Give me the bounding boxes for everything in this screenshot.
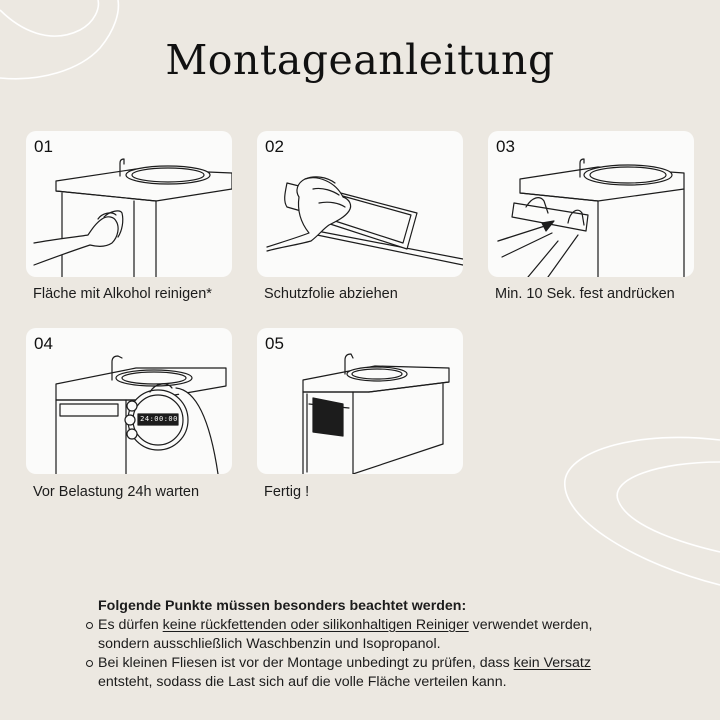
note-emphasis: keine rückfettenden oder silikonhaltigen Reiniger: [162, 617, 469, 633]
step-caption-05: Fertig !: [264, 484, 310, 500]
step-card-04: [26, 328, 232, 474]
finished-illustration: [257, 328, 463, 474]
note-text: Bei kleinen Fliesen ist vor der Montage unbedingt zu prüfen, dass: [98, 655, 514, 671]
step-number: 01: [34, 137, 53, 156]
timer-display: 24:00:00: [140, 415, 178, 423]
clean-surface-illustration: [26, 131, 232, 277]
step-caption-02: Schutzfolie abziehen: [264, 286, 398, 302]
note-text: entsteht, sodass die Last sich auf die volle Fläche verteilen kann.: [98, 674, 507, 690]
step-caption-04: Vor Belastung 24h warten: [33, 484, 200, 500]
step-number: 05: [265, 334, 284, 353]
note-text: verwendet werden, sondern ausschließlich Waschbenzin und Isopropanol.: [98, 617, 593, 652]
step-caption-01: Fläche mit Alkohol reinigen*: [33, 286, 212, 302]
step-caption-03: Min. 10 Sek. fest andrücken: [495, 286, 675, 302]
notes-section: [86, 597, 646, 692]
notes-list: [86, 616, 646, 692]
note-text: Es dürfen: [98, 617, 163, 633]
step-number: 04: [34, 334, 53, 353]
step-card-03: [488, 131, 694, 277]
note-emphasis: kein Versatz: [513, 655, 591, 671]
step-card-02: [257, 131, 463, 277]
step-number: 02: [265, 137, 284, 156]
list-item: [86, 616, 646, 654]
step-card-05: [257, 328, 463, 474]
wait-24h-illustration: [26, 328, 232, 474]
peel-film-illustration: [257, 131, 463, 277]
step-card-01: [26, 131, 232, 277]
press-firmly-illustration: [488, 131, 694, 277]
page-title: Montageanleitung: [165, 36, 555, 84]
list-item: [86, 654, 646, 692]
step-number: 03: [496, 137, 515, 156]
notes-heading: Folgende Punkte müssen besonders beachtet werden:: [98, 598, 467, 614]
